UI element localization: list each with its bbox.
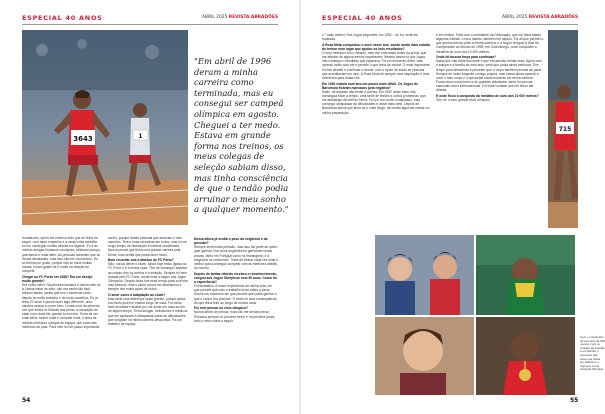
athletes-running-photo — [22, 30, 188, 225]
interview-paragraph: Nunca deixei de pensar, mas não me deixava levar. Pensava sempre no próximo treino e na próxima prova, tudo o resto vinha a seguir. — [194, 310, 276, 323]
right-section-title: ESPECIAL 40 ANOS — [322, 14, 403, 22]
interview-question: Em 1992 estaria num ano um pouco mais difícil. Os Jogos de Barcelona ficaram marcados pela negativa? — [322, 81, 418, 90]
interview-paragraph: Sim, foi o meu grande título olímpico. — [436, 98, 491, 103]
track-race-image — [22, 30, 188, 225]
interview-paragraph: Sabia que não tinha tido sorte e que era preciso treinar mais. Agora com a equipa e a família ao meu lado, senti que podia ainda melhorar. Tive tempo para descansar e perceber que o corpo também precisa de parar. Sempre fui muito exigente comigo própria, mas nessa altura aprendi a ouvir o meu corpo e a aproveitar cada momento da minha carreira. Foram anos muito bons e de grandes resultados, tanto em provas nacionais como internacionais. Foi essa vontade que me levou até Atlanta. — [436, 59, 543, 93]
interview-paragraph: Sempre senti muita pressão, mas isso faz parte de quem quer ganhar. Nos anos seguintes fui ganhando várias provas, tanto em Portugal como no estrangeiro, e a exigência foi crescendo. Tinha de treinar cada vez mais e melhor para conseguir competir com as melhores atletas do mundo. — [194, 245, 278, 271]
right-page-number: 55 — [570, 397, 579, 404]
right-page — [300, 0, 605, 414]
left-section-title: ESPECIAL 40 ANOS — [22, 14, 103, 22]
right-publication: REVISTA ABRADÕES — [528, 15, 578, 20]
interview-paragraph: 1.º mais melhor. Nos Jogos seguintes, em 1992... eu fui, senti-me frustrada. — [322, 33, 418, 42]
interview-paragraph: sonho, porque tantas pessoas que amavam o meu caminho. Tenho boas memórias em todos, mas foi um longo tempo de dedicação à mesma modalidade. Nunca pensei que tinha uma grande carreira pela frente, mas sentia que podia fazer muito. — [108, 236, 188, 257]
collage-image — [375, 235, 575, 395]
left-publication: REVISTA ABRADÕES — [228, 15, 278, 20]
right-date: ABRIL 2025 — [501, 15, 528, 20]
interview-question: A Rosa Mota conquistou o ouro nesse ano, sendo ainda mais notada do treinar num lugar que ajudou os teus resultados? — [322, 42, 430, 51]
left-column-3 — [194, 236, 278, 394]
interview-question: Nessa altura já sentia o peso da exigência e da pressão? — [194, 237, 268, 246]
runner-bib-number: 3643 — [73, 135, 93, 143]
interview-paragraph: Muito. Ali aquelas não tentei a corrida. Em 1992 tentei fazer não conseguia estar a tempo, uma série de lesões e outros problemas, que me afastaram da melhor forma. Foi um ano muito complicado, mas consegui ultrapassar as dificuldades e voltar mais forte. Depois de Barcelona decidi que tinha de ir mais longe, de mudar algumas coisas na minha preparação. — [322, 89, 430, 115]
pull-quote: "Em abril de 1996 deram a minha carreira como terminada, mas eu consegui ser campeã olímpica em agosto. Cheguei a ter medo. Estava em grande forma nos treinos, os meus colegas de seleção sabiam disso, mas tinha consciência de que o tendão podia arruinar o meu sonho a qualquer momento." — [194, 56, 289, 215]
left-page-number: 54 — [22, 397, 31, 404]
interview-question: Depois de tantas vitórias recebeu o reconhecimento, chegou aos Jogos Olímpicos com 30 anos. Como foi a experiência? — [194, 271, 277, 284]
second-runner-bib: 1 — [138, 133, 143, 140]
runner-portrait-photo — [548, 30, 578, 228]
interview-paragraph: e em muitos. Para com o presidente da Federação, que me tinha falado algumas vitórias, o meu marido, também me ajudou. Foi ali que percebi o que queria mesmo para a minha carreira, e a seguir cheguei à final do Campeonato do Mundo de 1995, em Gotemburgo, onde conquistei a medalha de ouro nos 10 000 metros. — [436, 33, 544, 54]
left-header-date — [202, 15, 278, 20]
right-column-2 — [436, 33, 544, 230]
interview-paragraph: Foi fantástico. A maior experiência da minha vida, em que percebi que todo o trabalho tinha valido a pena. Houve um momento em que percebi que podia ganhar e que o sonho era possível. O resto foi uma consequência do que tinha feito ao longo de muitos anos. — [194, 284, 277, 305]
photo-caption: Com o cronómetro de ouro dos 10 000 metros, com os colegas de seleção e em família, o momento que viveu nas Antas em Atlanta e o regresso como Campeã Olímpica. — [580, 335, 605, 372]
portrait-bib-number: 715 — [558, 126, 572, 133]
interview-question: Bom recordar-nos a afastou do FC Porto? — [108, 258, 174, 263]
collage-photo — [375, 235, 575, 395]
right-header-rule — [322, 24, 578, 25]
interview-paragraph: O meu treinador era o mesmo, mas tive uma lesão antes da prova, que me afastou de alguns treinos importantes. Mesmo assim fui aos Jogos, não consegui o resultado que esperava. Foi um momento difícil, mas aprendi muito com ele e percebi o que tinha de mudar. O mais importante foi não desistir e continuar a treinar, com o apoio de todas as pessoas que acreditavam em mim. A Rosa Mota foi sempre uma inspiração e uma referência para todas nós. — [322, 51, 430, 80]
left-header-rule — [22, 24, 278, 25]
runner-portrait-image — [548, 30, 578, 228]
interview-question: Foi sem pensar no ciclo olímpico? — [194, 306, 249, 311]
left-date: ABRIL 2025 — [201, 15, 228, 20]
interview-paragraph: Era muito difícil. Na primeira semana a minha mãe foi a Lisboa tratar de tudo, não era assim tão fácil. Mesmo assim, sentia que era o momento certo, depois de muito trabalho e de muito sacrifício. Eu já tinha 22 anos e queria fazer algo diferente, uma carreira estava a correr bem. Lembro-me da primeira vez que entrei no Estádio das Antas, a sensação de estar num clube tão grande foi incrível. Tinha de ser mais séria, treinar mais e competir mais, e tinha as minhas melhores colegas de equipa, que eram das melhores do país. Para mim foi um passo importante. — [22, 283, 101, 329]
interview-paragraph: Não, nunca deixei o clube. Ainda hoje estou ligada ao FC Porto e é a minha casa. Tive de conseguir separar as coisas com os treinos e a seleção. Sempre fui bem tratada pelo FC Porto, ainda mais a seguir aos Jogos Olímpicos. Depois disso tive mais tempo para a minha vida pessoal, mas o clube nunca me abandonou e sempre tive muito apoio de todos. — [108, 262, 188, 292]
right-column-1 — [322, 33, 430, 230]
interview-question: Chegar ao FC Porto em 1988? Era um desejo muito grande? — [22, 274, 93, 283]
interview-question: O amor como a adaptação ao clube? — [108, 292, 166, 297]
interview-question: Onde foi buscar força para continuar? — [436, 55, 496, 60]
interview-paragraph: Mas senti uma diferença muito grande, porque ainda era muito jovem e estava longe de casa. Fui muito bem recebida e acabei por me sentir em casa ao fim de algum tempo. Tinha amigas, treinadores e médicos que me ajudaram a ultrapassar todas as dificuldades que surgiram na minha carreira desportiva. Foi um trabalho de equipa. — [108, 296, 188, 326]
right-header-date — [502, 15, 578, 20]
interview-paragraph: formadores, quem me ensinou tudo que eu tinha de seguir, com tanto empenho e a tanta coisa acredita em eu conseguir muitas vitórias na Algarve. Eu e as minhas amigas tínhamos condições, faltavam pouqui, queríamos ir mais além. As pessoas achavam que eu tremia demasiado, mas isso não me incomodou. Eu só tremia por gosto, porque não se tinha muitas coisas, nunca gostei de ir muito na relação de competir. — [22, 236, 101, 274]
interview-question: E onde ficou a conquista da medalha de ouro dos 10 000 metros? — [436, 93, 539, 98]
left-column-1 — [22, 236, 102, 394]
left-column-2 — [108, 236, 188, 394]
left-page — [0, 0, 300, 414]
